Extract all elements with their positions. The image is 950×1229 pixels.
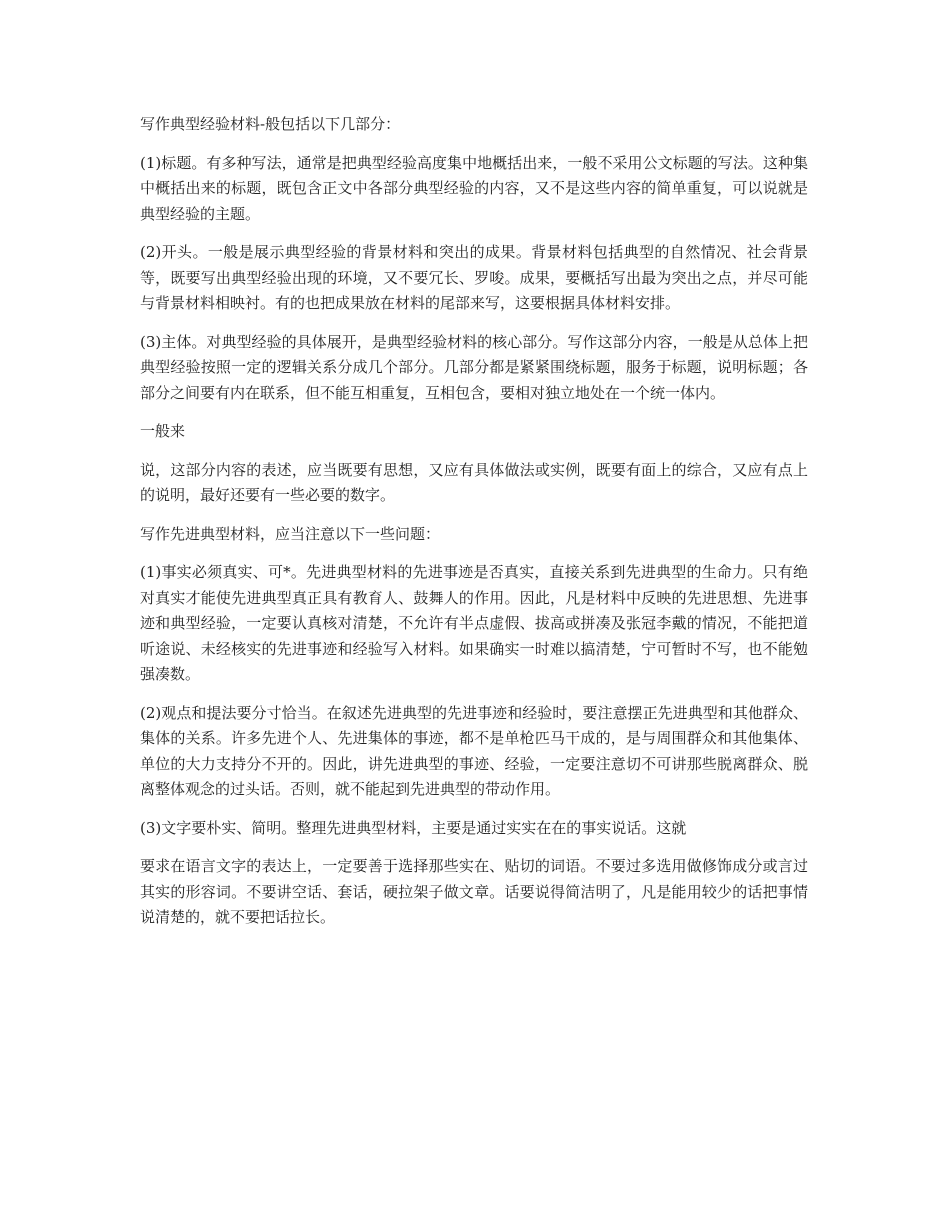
body-section-paragraph: (3)主体。对典型经验的具体展开，是典型经验材料的核心部分。写作这部分内容，一般是从总体上把典型经验按照一定的逻辑关系分成几个部分。几部分都是紧紧围绕标题，服务于标题，说明标题；各部分之间要有内在联系，但不能互相重复，互相包含，要相对独立地处在一个统一体内。	[140, 332, 808, 402]
general-fragment-paragraph: 一般来	[140, 422, 186, 440]
content-expression-paragraph: 说，这部分内容的表述，应当既要有思想，又应有具体做法或实例，既要有面上的综合，又应有点上的说明，最好还要有一些必要的数字。	[140, 460, 808, 504]
title-section-paragraph: (1)标题。有多种写法，通常是把典型经验高度集中地概括出来，一般不采用公文标题的写法。这种集中概括出来的标题，既包含正文中各部分典型经验的内容，又不是这些内容的简单重复，可以说就是典型经验的主题。	[140, 153, 808, 223]
facts-true-paragraph: (1)事实必须真实、可*。先进典型材料的先进事迹是否真实，直接关系到先进典型的生命力。只有绝对真实才能使先进典型真正具有教育人、鼓舞人的作用。因此，凡是材料中反映的先进思想、先进事迹和典型经验，一定要认真核对清楚，不允许有半点虚假、拔高或拼凑及张冠李戴的情况，不能把道听途说、未经核实的先进事迹和经验写入材料。如果确实一时难以搞清楚，宁可暂时不写，也不能勉强凑数。	[140, 563, 808, 683]
intro-paragraph: 写作典型经验材料-般包括以下几部分：	[140, 115, 401, 133]
opening-section-paragraph: (2)开头。一般是展示典型经验的背景材料和突出的成果。背景材料包括典型的自然情况、社会背景等，既要写出典型经验出现的环境，又不要冗长、罗唆。成果，要概括写出最为突出之点，并尽可能与背景材料相映衬。有的也把成果放在材料的尾部来写，这要根据具体材料安排。	[140, 243, 808, 312]
viewpoint-appropriate-paragraph: (2)观点和提法要分寸恰当。在叙述先进典型的先进事迹和经验时，要注意摆正先进典型和其他群众、集体的关系。许多先进个人、先进集体的事迹，都不是单枪匹马干成的，是与周围群众和其他集体、单位的大力支持分不开的。因此，讲先进典型的事迹、经验，一定要注意切不可讲那些脱离群众、脱离整体观念的过头话。否则，就不能起到先进典型的带动作用。	[140, 703, 808, 798]
language-requirement-paragraph: 要求在语言文字的表达上，一定要善于选择那些实在、贴切的词语。不要过多选用做修饰成分或言过其实的形容词。不要讲空话、套话，硬拉架子做文章。话要说得简洁明了，凡是能用较少的话把事情说清楚的，就不要把话拉长。	[140, 857, 808, 926]
plain-writing-paragraph: (3)文字要朴实、简明。整理先进典型材料，主要是通过实实在在的事实说话。这就	[140, 818, 687, 837]
advanced-model-intro-paragraph: 写作先进典型材料，应当注意以下一些问题：	[140, 524, 441, 543]
document-page	[140, 112, 808, 944]
